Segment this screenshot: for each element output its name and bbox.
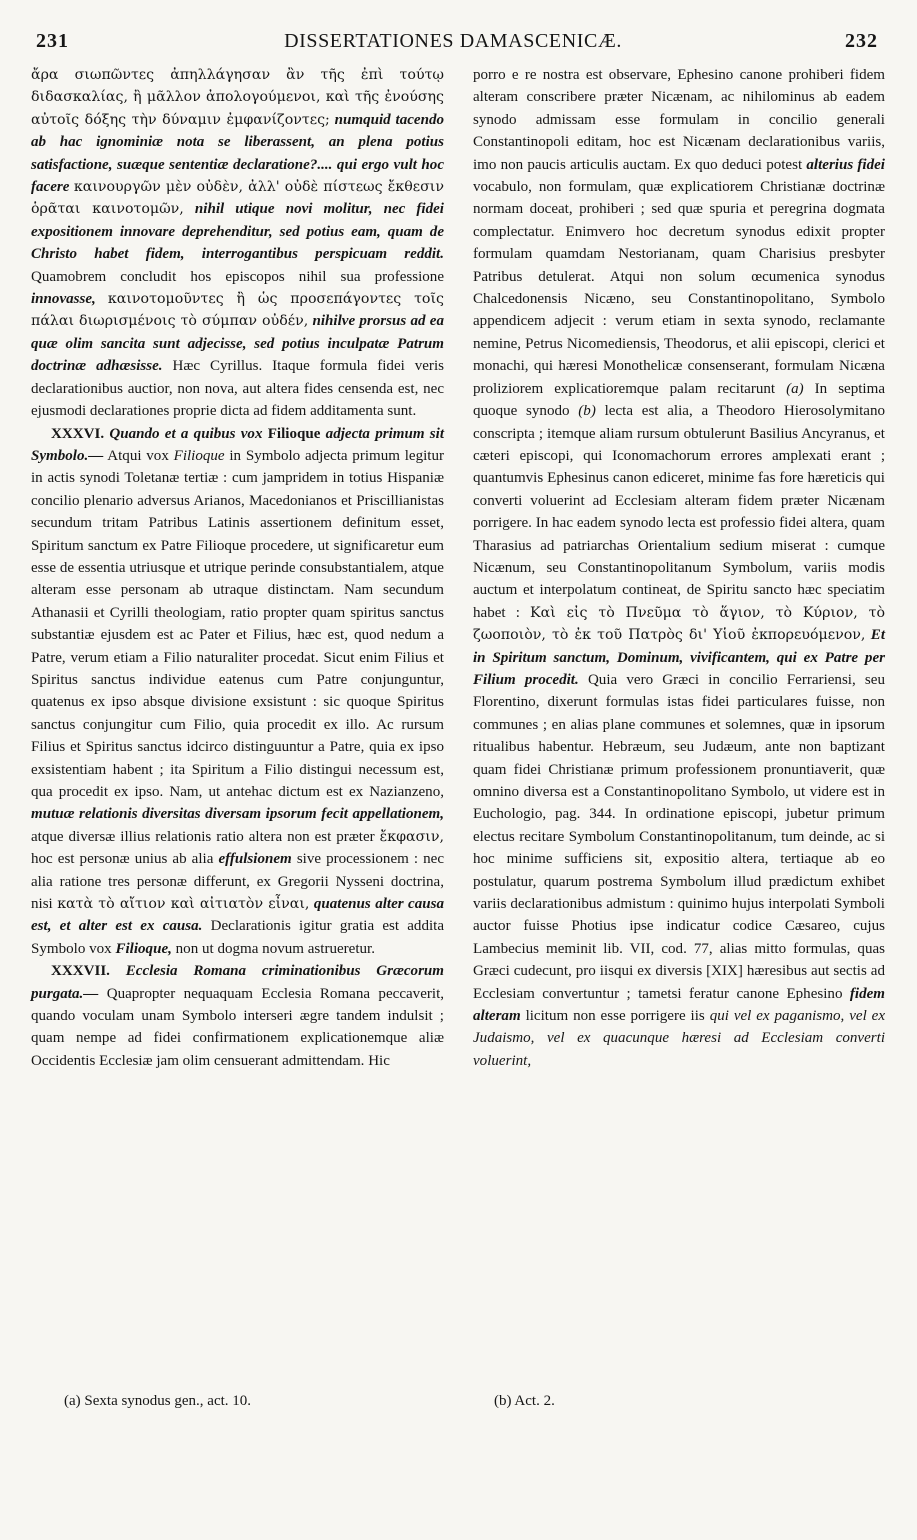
greek-quote: καινοτομοῦντες ἢ ὡς προσεπάγοντες τοῖς πάλαι διωρισμένοις τὸ σύμπαν οὐδέν,: [31, 291, 444, 330]
body-text: Quamobrem concludit hos episcopos nihil sua professione: [31, 268, 444, 285]
greek-quote: κατὰ τὸ αἴτιον καὶ αἰτιατὸν εἶναι,: [57, 896, 310, 913]
latin-translation: Et in Spiritum sanctum, Dominum, vivificantem, qui ex Patre per Filium procedit.: [473, 627, 885, 688]
emphasis: fidem alteram: [473, 985, 885, 1025]
footnote-ref-a[interactable]: (a): [786, 380, 804, 397]
running-header: [28, 30, 878, 56]
body-text: atque diversæ illius relationis ratio altera non est præter: [31, 828, 375, 845]
page-number-left: 231: [36, 30, 69, 52]
body-text: sive processionem : nec alia ratione tres personæ differunt, ex Gregorii Nysseni doctrina, nisi: [31, 851, 445, 913]
emphasis: effulsionem: [218, 851, 292, 868]
emphasis: Filioque,: [115, 940, 172, 957]
greek-quote: καινουργῶν μὲν οὐδὲν, ἀλλ' οὐδὲ πίστεως ἔκθεσιν ὁρᾶται καινοτομῶν,: [31, 179, 444, 218]
continuation-paragraph: [473, 64, 885, 1072]
emphasis: qui vel ex paganismo, vel ex Judaismo, vel ex quacunque hæresi ad Ecclesiam converti voluerint,: [473, 1008, 885, 1069]
latin-translation: numquid tacendo ab hac ignominiæ nota se liberassent, an plena potius satisfactione, suæque sententiæ declaratione?....: [31, 111, 444, 173]
section-title: adjecta primum sit Symbolo.—: [31, 425, 445, 464]
section-37: [31, 960, 444, 1072]
emphasis: alterius fidei: [806, 156, 885, 173]
section-number: XXXVII.: [51, 963, 110, 980]
latin-translation: qui ergo vult hoc facere: [31, 156, 444, 196]
body-text: porro e re nostra est observare, Ephesino canone prohiberi fidem alteram conscribere præter Nicænam, ac nihilominus ab eadem synodo admissam esse formulam in concilio generali Constantinopoli editam, hoc est Nicænam declarationibus variis, imo non paucis articulis auctam. Ex quo deduci potest: [473, 67, 885, 173]
greek-quote: ἔκφασιν,: [379, 828, 444, 845]
body-text: lecta est alia, a Theodoro Hierosolymitano conscripta ; itemque aliam rursum obtulerunt Basilius Ancyranus, et cæteri episcopi, qui Iconomachorum errores amplexati erant ; quantumvis Ephesinus canon ediceret, minime fas fore hæreticis qui converti voluerint ad Ecclesiam alteram fidem præter Nicænam porrigere. In hac eadem synodo lecta est professio fidei altera, quam Tharasius ad patriarchas Orientalium sedium miserat : cumque Nicænum, seu Constantinopolitanum Symbolum, variis modis auctum et interpolatum contineat, de Spiritu sancto hæc speciatim habet :: [473, 403, 886, 621]
body-text: licitum non esse porrigere iis: [525, 1008, 705, 1025]
emphasis: mutuæ relationis diversitas diversam ipsorum fecit appellationem,: [31, 806, 444, 823]
body-text: Quapropter nequaquam Ecclesia Romana peccaverit, quando voculam unam Symbolo interseri ægre tandem indulsit ; quam nempe ad fidei confirmationem explicationemque aliæ Occidentis Ecclesiæ jam olim censuerant admittendam. Hic: [31, 985, 445, 1069]
section-number: XXXVI.: [51, 425, 105, 442]
body-text: vocabulo, non formulam, quæ explicatiorem Christianæ doctrinæ normam doceat, prohiberi ; sed quæ spuria et peregrina dogmata complectatur. Enimvero hoc decretum synodus edixit propter formulam quamdam Nestorianam, quam Charisius presbyter Patribus detulerat. Atqui non solum œcumenica synodus Chalcedonensis Nicæno, seu Constantinopolitano, Symbolo appendicem adjecit : verum etiam in sexta synodo, reclamante nemine, Petrus Nicomediensis, Theodorus, et alii episcopi, clerici et monachi, qui hæresi Monothelicæ consenserant, formulam Nicæna proliziorem explicatioremque palam recitarunt: [473, 179, 885, 397]
left-column: [31, 64, 444, 1072]
footnote-a: (a) Sexta synodus gen., act. 10.: [64, 1393, 252, 1409]
section-title-keyword: Filioque: [267, 425, 321, 442]
running-title: DISSERTATIONES DAMASCENICÆ.: [284, 30, 622, 52]
body-text: Quia vero Græci in concilio Ferrariensi, seu Florentino, dixerunt formulas istas fidei particulares fuisse, non communes ; en alias plane communes et solemnes, quæ in ipsorum ritualibus habentur. Hebræum, seu Judæum, ante non baptizant quam fidei Christianæ primum professionem pronuntiaverit, quæ omnino diversa est a Constantinopolitano Symbolo, ut videre est in Euchologio, pag. 344. In ordinatione episcopi, jubetur primum electus recitare Symbolum Constantinopolitanum, tum deinde, ac si hoc minime sufficiens sit, expositio altera, tertiaque ab eo postulatur, quarum postrema Symbolum illud prædictum exhibet variis declarationibus admistum : quinimo hujus interpolati Symboli auctor fuisse Photius ipse indicatur codice Cæsareo, cujus Lambecius meminit lib. VII, cod. 77, alias mitto formulas, quas Græci cudecunt, pro iisqui ex diversis [XIX] hæresibus aut sectis ad Ecclesiam convertuntur ; tametsi feratur canone Ephesino: [473, 671, 885, 1002]
body-text: Hæc Cyrillus. Itaque formula fidei veris declarationibus auctior, non nova, aut altera fides censenda est, nec ejusmodi declarationes proprie dicta ad fidem additamenta sunt.: [31, 358, 444, 420]
body-text: Declarationis igitur gratia est addita Symbolo vox: [31, 918, 445, 957]
body-text: hoc est personæ unius ab alia: [31, 851, 214, 868]
body-text: in Symbolo adjecta primum legitur in actis synodi Toletanæ tertiæ : cum jampridem in totius Hispaniæ concilio plenario adversus Arianos, Macedonianos et Priscillianistas secundum tritam Patribus Latinis assertionem definitum esset, Spiritum sanctum ex Patre Filioque procedere, ut significaretur eum esse de essentia utriusque et utrique perinde consubstantialem, atque alteram esse personam ab utraque distinctam. Nam secundum Athanasii et Cyrilli theologiam, ratio propter quam spiritus sanctus substantiæ ejusdem est ac Pater et Filius, hæc est, quod nedum a Patre, verum etiam a Filio naturaliter procedat. Sicut enim Filius et Spiritus sanctus individue eatenus cum Patre conjunguntur, quatenus ex ipso absque divisione exsistunt : sic quoque Spiritus sanctus conjungitur cum Filio, quia procedit ex illo. Ac rursum Filius et Spiritus sanctus idcirco distinguuntur a Patre, quia ex ipso exsistentiam habent ; ita Spiritum a Filio distingui necessum est, qua procedit ex ipso. Nam, ut antehac dictum est ex Nazianzeno,: [31, 447, 444, 800]
section-title: Ecclesia Romana criminationibus Græcorum purgata.—: [31, 963, 444, 1002]
footnote-b: (b) Act. 2.: [494, 1393, 555, 1409]
right-column: [473, 64, 885, 1072]
section-title: Quando et a quibus vox: [109, 425, 263, 442]
body-text: In septima quoque synodo: [473, 380, 885, 420]
opening-paragraph: [31, 64, 444, 423]
page-number-right: 232: [845, 30, 878, 52]
body-text: non ut dogma novum astrueretur.: [175, 940, 375, 957]
latin-translation: nihil utique novi molitur, nec fidei expositionem innovare deprehenditur, sed potius eam, quam de Christo habet fidem, interrogantibus perspicuam reddit.: [31, 201, 444, 263]
emphasis: Filioque: [173, 447, 225, 464]
emphasis: quatenus alter causa est, et alter est ex causa.: [31, 896, 444, 935]
greek-quote: Καὶ εἰς τὸ Πνεῦμα τὸ ἅγιον, τὸ Κύριον, τὸ ζωοποιὸν, τὸ ἐκ τοῦ Πατρὸς δι' Υἱοῦ ἐκπορευόμενον,: [473, 604, 885, 644]
latin-translation: innovasse,: [31, 291, 96, 308]
body-text: Atqui vox: [107, 447, 169, 464]
section-36: [31, 423, 444, 961]
latin-translation: nihilve prorsus ad ea quæ olim sancita sunt adjecisse, sed potius inculpatæ Patrum doctrinæ adhæsisse.: [31, 313, 445, 375]
footnote-ref-b[interactable]: (b): [578, 403, 596, 420]
greek-quote: ἄρα σιωπῶντες ἀπηλλάγησαν ἂν τῆς ἐπὶ τούτῳ διδασκαλίας, ἢ μᾶλλον ἀπολογούμενοι, καὶ τῆς ἐνούσης αὐτοῖς δόξης τὴν δύναμιν ἐμφανίζοντες;: [31, 67, 444, 128]
